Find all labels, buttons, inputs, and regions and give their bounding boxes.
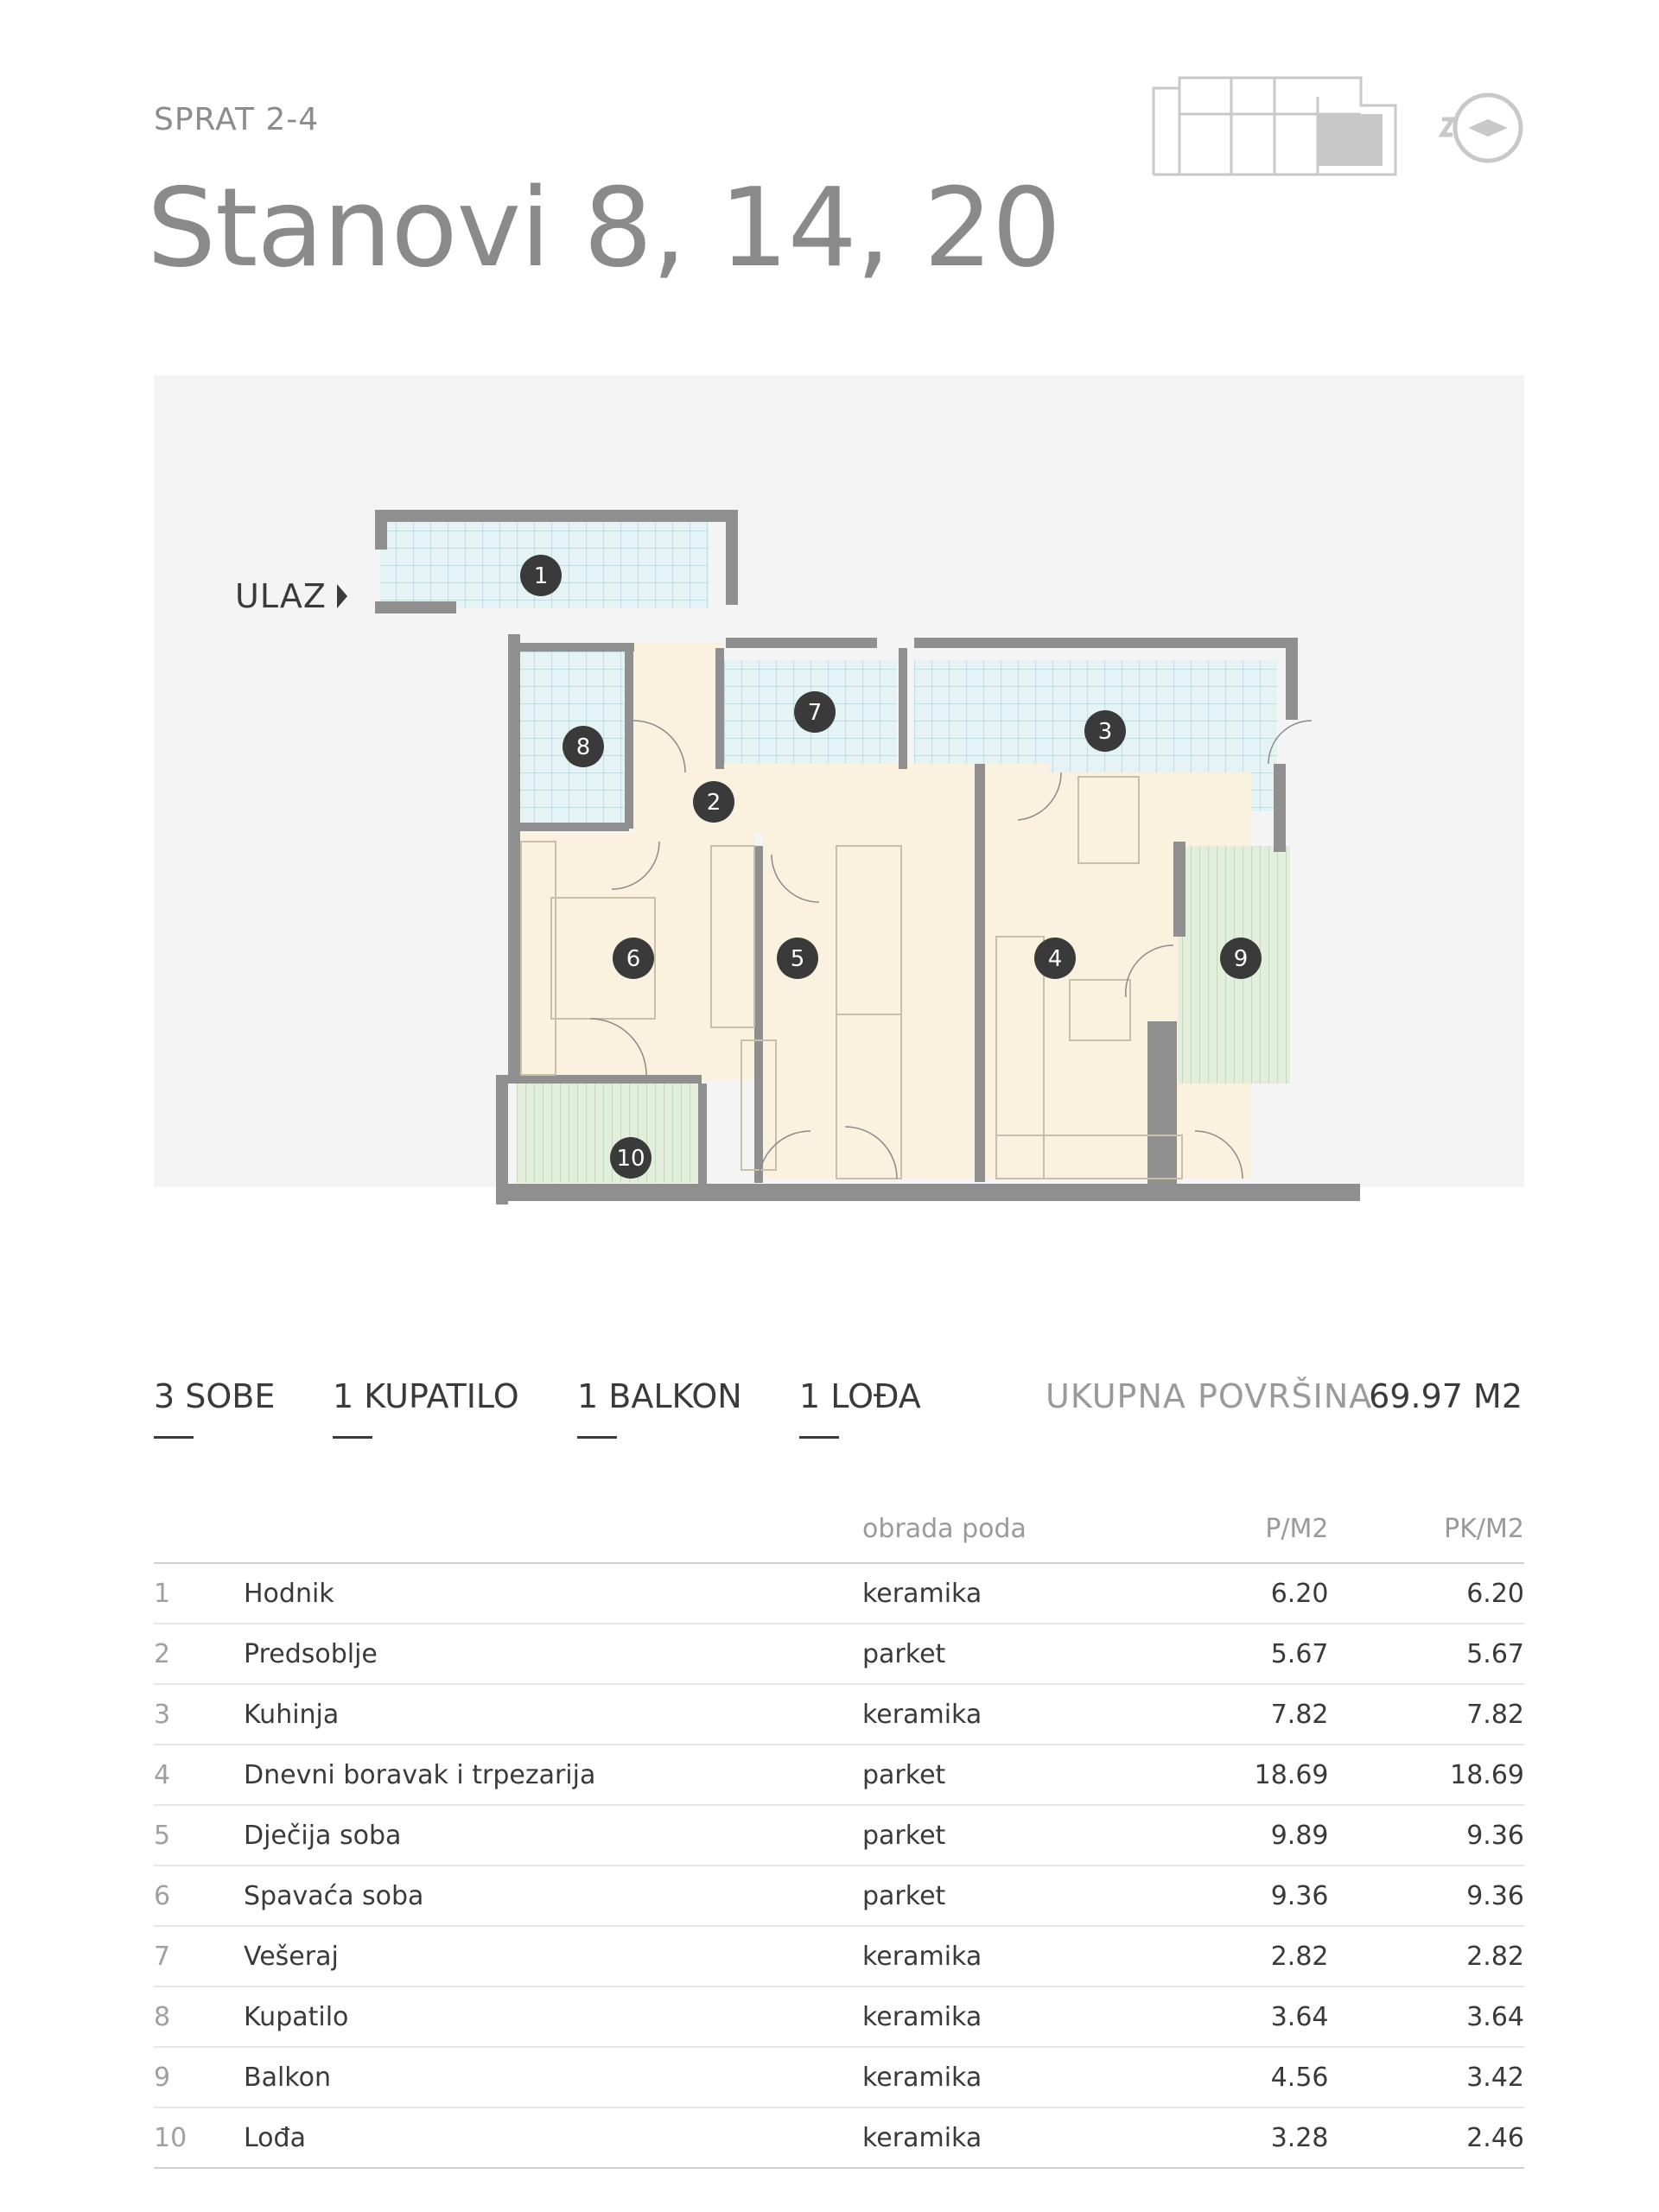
- room-marker-5: [777, 938, 818, 979]
- room-marker-7: [794, 691, 836, 733]
- room-marker-3: [1084, 710, 1126, 752]
- svg-text:5: 5: [790, 946, 805, 972]
- svg-text:2: 2: [706, 790, 721, 816]
- room-marker-8: [563, 726, 604, 767]
- svg-text:1: 1: [533, 563, 549, 589]
- entrance-text: ULAZ: [235, 577, 327, 615]
- svg-text:4: 4: [1047, 946, 1063, 972]
- table-row: 5 Dječija soba parket 9.89 9.36: [154, 1805, 1524, 1866]
- apartment-highlight: [1318, 114, 1382, 166]
- room-marker-1: [520, 555, 562, 596]
- feature-balcony: 1 BALKON: [577, 1377, 742, 1439]
- table-row: 10 Lođa keramika 3.28 2.46: [154, 2107, 1524, 2168]
- col-pk: PK/M2: [1329, 1514, 1524, 1563]
- table-row: 3 Kuhinja keramika 7.82 7.82: [154, 1684, 1524, 1745]
- svg-text:9: 9: [1233, 946, 1249, 972]
- north-compass-icon: [1430, 86, 1529, 173]
- table-header-row: [154, 1514, 1524, 1563]
- page-title: Stanovi 8, 14, 20: [147, 164, 1061, 291]
- table-row: 7 Vešeraj keramika 2.82 2.82: [154, 1926, 1524, 1986]
- svg-text:7: 7: [807, 700, 823, 726]
- arrow-right-icon: [337, 584, 347, 608]
- table-row: 8 Kupatilo keramika 3.64 3.64: [154, 1986, 1524, 2047]
- room-marker-4: [1034, 938, 1076, 979]
- entrance-label: [235, 577, 347, 615]
- feature-rooms: 3 SOBE: [154, 1377, 275, 1439]
- svg-text:10: 10: [616, 1146, 645, 1172]
- svg-text:3: 3: [1097, 719, 1113, 745]
- room-marker-10: [610, 1137, 652, 1179]
- col-number: [154, 1514, 244, 1563]
- room-marker-9: [1220, 938, 1262, 979]
- total-area-value: 69.97 M2: [1369, 1377, 1522, 1415]
- feature-bathrooms: 1 KUPATILO: [333, 1377, 519, 1439]
- table-row: 1 Hodnik keramika 6.20 6.20: [154, 1563, 1524, 1624]
- room-djecija: [763, 833, 975, 1179]
- col-name: [244, 1514, 862, 1563]
- apartment-floor-plan: [154, 375, 1524, 1239]
- total-area-label: UKUPNA POVRŠINA: [1046, 1377, 1373, 1415]
- feature-loggia: 1 LOĐA: [799, 1377, 921, 1439]
- building-key-plan: [1145, 71, 1404, 183]
- table-row: 6 Spavaća soba parket 9.36 9.36: [154, 1866, 1524, 1926]
- svg-text:8: 8: [575, 734, 591, 760]
- col-p: P/M2: [1147, 1514, 1329, 1563]
- table-row: 9 Balkon keramika 4.56 3.42: [154, 2047, 1524, 2107]
- room-marker-2: [693, 781, 734, 823]
- svg-text:6: 6: [626, 946, 641, 972]
- room-lodja: [517, 1084, 700, 1183]
- room-marker-6: [613, 938, 654, 979]
- col-floor: obrada poda: [862, 1514, 1147, 1563]
- table-row: 2 Predsoblje parket 5.67 5.67: [154, 1624, 1524, 1684]
- table-row: 4 Dnevni boravak i trpezarija parket 18.69 18.69: [154, 1745, 1524, 1805]
- floor-label: SPRAT 2-4: [154, 102, 320, 137]
- rooms-table: [154, 1514, 1524, 2169]
